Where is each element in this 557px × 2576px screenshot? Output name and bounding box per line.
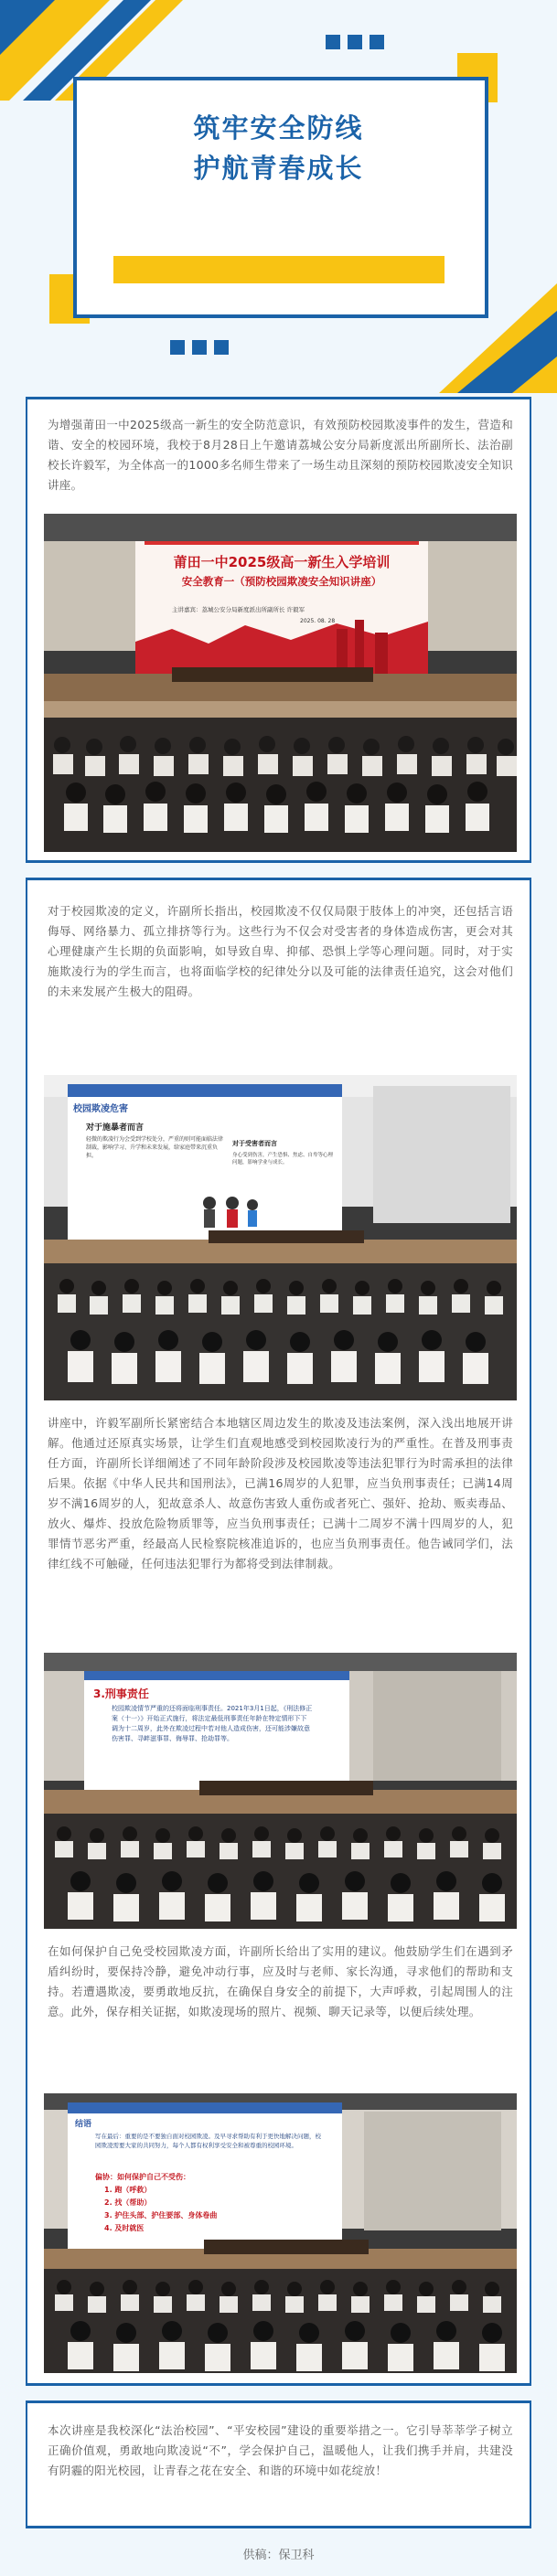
decor-square [214, 340, 229, 355]
slide-item-4: 4. 及时就医 [104, 2224, 145, 2232]
title-underline-bar [113, 256, 445, 283]
slide-box2-title: 对于受害者而言 [232, 1140, 277, 1147]
title-line-1: 筑牢安全防线 [193, 112, 364, 144]
slide-box1-title: 对于施暴者而言 [86, 1123, 145, 1133]
screen-date: 2025. 08. 28 [300, 618, 336, 624]
audience-crowd [44, 1263, 517, 1400]
definition-paragraph: 对于校园欺凌的定义，许副所长指出，校园欺凌不仅仅局限于肢体上的冲突，还包括言语侮辱、网络暴力、孤立排挤等行为。这些行为不仅会对受害者的身体造成伤害，更会对其心理健康产生长期的负面影响，如导致自卑、抑郁、恐惧上学等心理问题。同时，对于实施欺凌行为的学生而言，也将面临学校的纪律处分以及可能的法律责任追究，这会对他们的未来发展产生极大的阻碍。 [48, 904, 513, 998]
projection-screen [68, 1084, 342, 1240]
photo-lecture-hall-2 [44, 1075, 517, 1400]
slide-item-1: 1. 跑（呼救） [104, 2186, 152, 2194]
projection-screen [84, 1671, 349, 1799]
audience-crowd [44, 1814, 517, 1929]
slide-text: 写在最后：重要的是不要独自面对校园欺凌。及早寻求帮助有利于更快地解决问题，校园欺凌需要大家的共同努力，每个人都有权利享受安全和被尊重的校园环境。 [95, 2133, 321, 2149]
slide-item-3: 3. 护住头部、护住要部、身体卷曲 [104, 2211, 218, 2219]
photo-lecture-hall-1 [44, 514, 517, 852]
projection-screen [135, 541, 428, 674]
footer-credit: 供稿：保卫科 [242, 2549, 315, 2562]
slide-box2-text: 身心受到伤害，产生恐惧、焦虑、自卑等心理问题，影响学业与成长。 [232, 1153, 334, 1166]
screen-title-line-2: 安全教育一（预防校园欺凌安全知识讲座） [181, 575, 382, 588]
case-paragraph: 讲座中，许毅军副所长紧密结合本地辖区周边发生的欺凌及违法案例，深入浅出地展开讲解。他通过还原真实场景，让学生们直观地感受到校园欺凌行为的严重性。在普及刑事责任方面，许副所长详细阐述了不同年龄阶段涉及校园欺凌等违法犯罪行为时需承担的法律后果。依据《中华人民共和国刑法》，已满16周岁的人犯罪，应当负刑事责任；已满14周岁不满16周岁的人，犯故意杀人、故意伤害致人重伤或者死亡、强奸、抢劫、贩卖毒品、放火、爆炸、投放危险物质罪等，应当负刑事责任；已满十二周岁不满十四周岁的人，犯罪情节恶劣严重，经最高人民检察院核准追诉的，也应当负刑事责任。他告诫同学们，法律红线不可触碰，任何违法犯罪行为都将受到法律制裁。 [48, 1416, 513, 1570]
decor-square [348, 35, 362, 49]
section-intro [26, 397, 531, 863]
title-line-2: 护航青春成长 [193, 153, 364, 184]
screen-subtitle: 主讲嘉宾：荔城公安分局新度派出所副所长 许毅军 [172, 606, 305, 613]
section-main [26, 878, 531, 2386]
slide-text: 校园欺凌情节严重的还将面临刑事责任。2021年3月1日起，《刑法修正案（十一）》开始正式施行，将法定最低刑事责任年龄在特定情形下下调为十二周岁，此外在欺凌过程中若对他人造成伤害，还可能涉嫌故意伤害罪、寻衅滋事罪、侮辱罪、抢劫罪等。 [112, 1705, 313, 1742]
conclusion-paragraph: 本次讲座是我校深化“法治校园”、“平安校园”建设的重要举措之一。它引导莘莘学子树立正确价值观，勇敢地向欺凌说“不”，学会保护自己，温暖他人，让我们携手并肩，共建没有阴霾的阳光校园，让青春之花在安全、和谐的环境中如花绽放！ [48, 2423, 513, 2477]
screen-title-line-1: 莆田一中2025级高一新生入学培训 [173, 554, 391, 570]
slide-header: 校园欺凌危害 [73, 1104, 128, 1114]
section-conclusion [26, 2400, 531, 2528]
audience-crowd [44, 718, 517, 852]
slide-heading: 3.刑事责任 [93, 1687, 149, 1700]
intro-paragraph: 为增强莆田一中2025级高一新生的安全防范意识，有效预防校园欺凌事件的发生，营造和谐、安全的校园环境，我校于8月28日上午邀请荔城公安分局新度派出所副所长、法治副校长许毅军，为全体高一的1000多名师生带来了一场生动且深刻的预防校园欺凌安全知识讲座。 [48, 418, 513, 492]
slide-header: 结语 [75, 2120, 92, 2129]
decor-square [370, 35, 384, 49]
photo-lecture-hall-3 [44, 1653, 517, 1929]
decor-square [170, 340, 185, 355]
protection-paragraph: 在如何保护自己免受校园欺凌方面，许副所长给出了实用的建议。他鼓励学生们在遇到矛盾纠纷时，要保持冷静，避免冲动行事，应及时与老师、家长沟通，寻求他们的帮助和支持。若遭遇欺凌，要勇敢地反抗，在确保自身安全的前提下，大声呼救，引起周围人的注意。此外，保存相关证据，如欺凌现场的照片、视频、聊天记录等，以便后续处理。 [48, 1944, 513, 2018]
header-banner [0, 0, 557, 393]
slide-item-2: 2. 找（帮助） [104, 2198, 152, 2207]
photo-lecture-hall-4 [44, 2093, 517, 2373]
slide-list-title: 偏协：如何保护自己不受伤： [95, 2173, 190, 2181]
slide-box1-text: 轻微的欺凌行为会受到学校处分，严重的则可能面临法律制裁，影响学习、升学和未来发展，给家庭带来沉重负担。 [86, 1136, 224, 1159]
decor-square [192, 340, 207, 355]
audience-crowd [44, 2269, 517, 2373]
decor-square [326, 35, 340, 49]
projection-screen [68, 2102, 342, 2249]
